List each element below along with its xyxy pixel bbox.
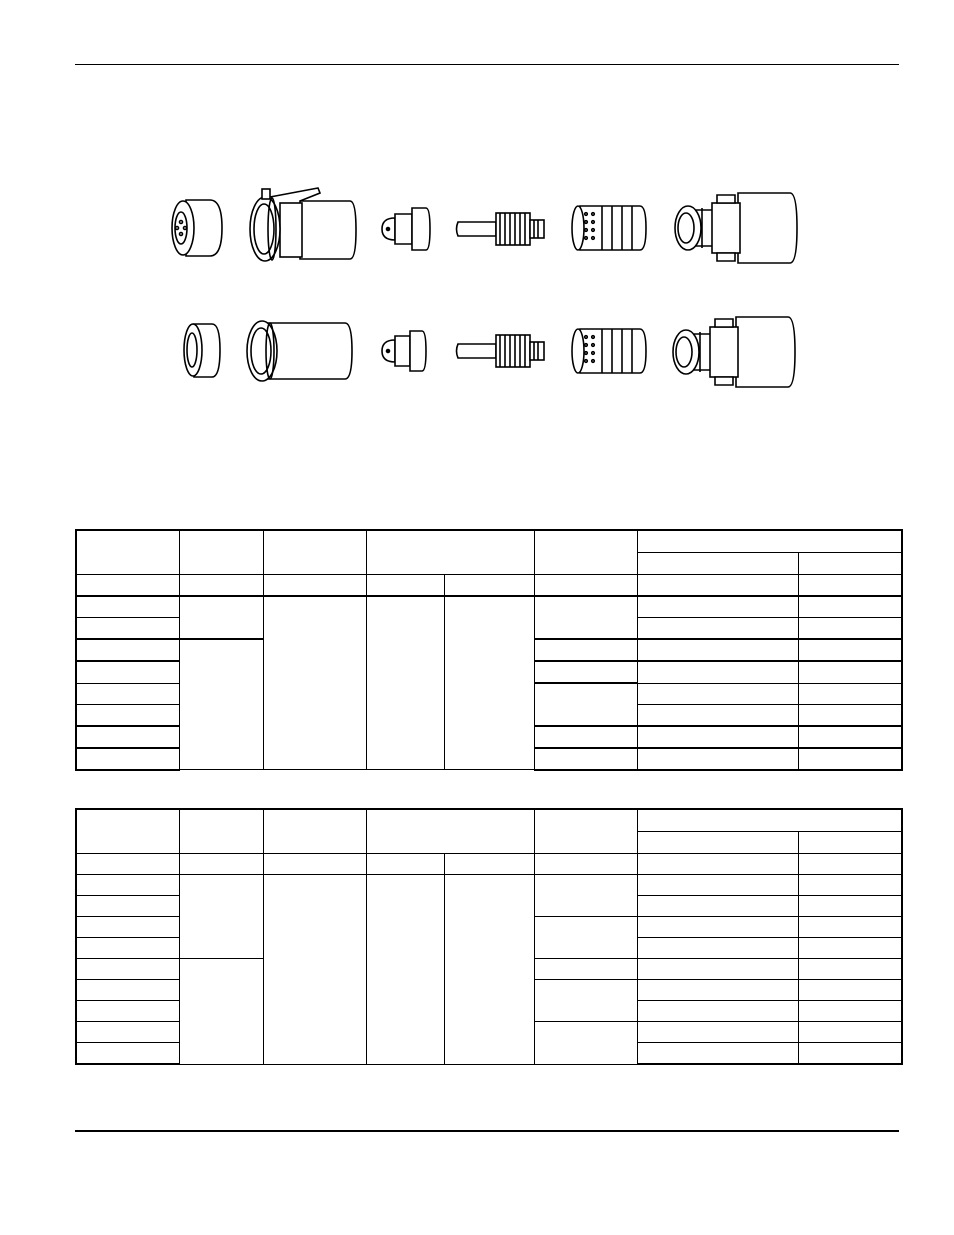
swirl-ring-icon: [572, 329, 646, 373]
table-cell: [798, 661, 902, 683]
table-cell: [534, 639, 637, 661]
table-cell: [798, 896, 902, 917]
retaining-cap-icon: [250, 188, 356, 261]
nozzle-icon: [382, 331, 426, 371]
table-cell: [798, 683, 902, 704]
table-cell: [798, 875, 902, 896]
table-cell: [637, 1022, 798, 1043]
table-cell: [76, 959, 179, 980]
table-header-cell: [534, 809, 637, 854]
table-cell: [444, 875, 534, 1065]
table-cell: [637, 959, 798, 980]
table-cell: [534, 661, 637, 683]
torch-body-icon: [673, 317, 795, 387]
table-cell: [179, 639, 263, 770]
table-cell: [534, 748, 637, 770]
table-cell: [179, 959, 263, 1065]
table-cell: [76, 683, 179, 704]
retaining-cap-icon: [247, 321, 352, 381]
table-header-cell: [263, 809, 366, 854]
torch-body-icon: [675, 193, 797, 263]
table-header-cell: [76, 809, 179, 854]
table-cell: [798, 639, 902, 661]
table-cell: [637, 704, 798, 726]
table-header-cell: [179, 530, 263, 575]
table-cell: [798, 1043, 902, 1065]
table-cell: [76, 875, 179, 896]
table-cell: [637, 938, 798, 959]
table-cell: [76, 1022, 179, 1043]
table-cell: [637, 875, 798, 896]
table-cell: [263, 575, 366, 597]
table-cell: [444, 596, 534, 770]
shield-icon: [184, 324, 220, 377]
table-cell: [366, 875, 444, 1065]
table-subheader-cell: [637, 832, 798, 854]
table-cell: [534, 854, 637, 875]
table-cell: [637, 661, 798, 683]
table-cell: [534, 683, 637, 726]
table-cell: [534, 596, 637, 639]
table-cell: [798, 1001, 902, 1022]
swirl-ring-icon: [572, 206, 646, 250]
nozzle-icon: [382, 208, 430, 250]
consumables-illustration: [0, 0, 954, 420]
table-cell: [534, 726, 637, 748]
table-cell: [637, 1001, 798, 1022]
electrode-icon: [457, 213, 545, 245]
table-cell: [798, 596, 902, 618]
table-cell: [637, 1043, 798, 1065]
table-header-cell: [76, 530, 179, 575]
table-header-cell: [637, 809, 902, 832]
table-cell: [76, 704, 179, 726]
table-cell: [444, 854, 534, 875]
table-cell: [798, 959, 902, 980]
footer-rule: [75, 1130, 899, 1132]
table-header-cell: [637, 530, 902, 553]
table-cell: [263, 875, 366, 1065]
table-subheader-cell: [798, 553, 902, 575]
table-cell: [637, 575, 798, 597]
table-cell: [366, 596, 444, 770]
table-cell: [76, 1001, 179, 1022]
table-cell: [534, 980, 637, 1022]
table-header-cell: [366, 809, 534, 854]
table-cell: [444, 575, 534, 597]
table-cell: [534, 917, 637, 959]
table-cell: [637, 917, 798, 938]
table-cell: [637, 896, 798, 917]
table-cell: [76, 980, 179, 1001]
table-cell: [798, 854, 902, 875]
specification-table-1: [75, 529, 903, 771]
table-cell: [179, 875, 263, 959]
table-cell: [798, 726, 902, 748]
table-cell: [798, 917, 902, 938]
table-header-cell: [366, 530, 534, 575]
table-cell: [637, 639, 798, 661]
table-cell: [798, 618, 902, 640]
table-cell: [76, 854, 179, 875]
table-cell: [798, 980, 902, 1001]
table-cell: [534, 575, 637, 597]
table-cell: [263, 854, 366, 875]
table-cell: [366, 854, 444, 875]
table-cell: [798, 1022, 902, 1043]
table-subheader-cell: [798, 832, 902, 854]
table-cell: [637, 618, 798, 640]
table-cell: [798, 575, 902, 597]
table-cell: [76, 618, 179, 640]
table-cell: [534, 875, 637, 917]
table-header-cell: [263, 530, 366, 575]
table-cell: [76, 917, 179, 938]
table-cell: [179, 575, 263, 597]
table-cell: [76, 575, 179, 597]
electrode-icon: [457, 335, 545, 367]
table-cell: [76, 596, 179, 618]
specification-table-2: [75, 808, 903, 1065]
shield-icon: [172, 200, 222, 256]
table-cell: [637, 596, 798, 618]
table-cell: [798, 748, 902, 770]
table-subheader-cell: [637, 553, 798, 575]
table-cell: [76, 1043, 179, 1065]
table-cell: [76, 726, 179, 748]
table-cell: [76, 639, 179, 661]
table-cell: [798, 704, 902, 726]
table-cell: [534, 1022, 637, 1065]
table-cell: [76, 661, 179, 683]
table-cell: [637, 683, 798, 704]
table-cell: [76, 748, 179, 770]
table-header-cell: [534, 530, 637, 575]
table-cell: [798, 938, 902, 959]
table-cell: [179, 854, 263, 875]
table-cell: [637, 726, 798, 748]
table-cell: [179, 596, 263, 639]
table-cell: [637, 854, 798, 875]
table-cell: [76, 896, 179, 917]
table-cell: [534, 959, 637, 980]
table-cell: [76, 938, 179, 959]
table-cell: [366, 575, 444, 597]
table-header-cell: [179, 809, 263, 854]
table-cell: [263, 596, 366, 770]
table-cell: [637, 980, 798, 1001]
table-cell: [637, 748, 798, 770]
